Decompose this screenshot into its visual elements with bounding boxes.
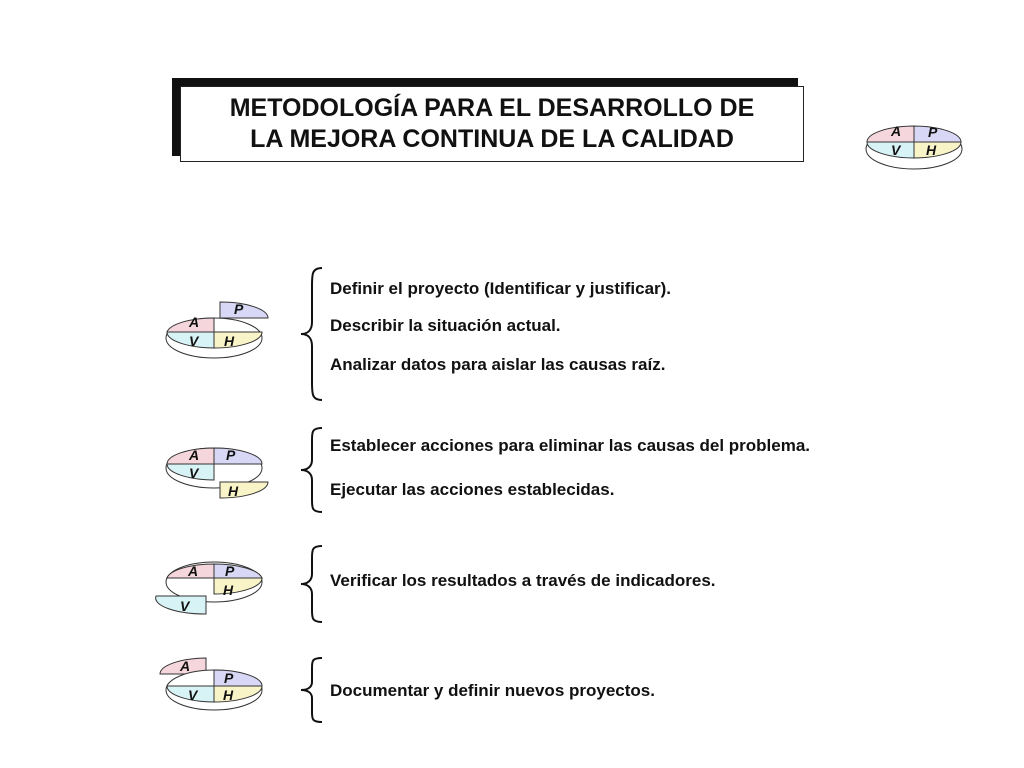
pdca-a-label: A — [891, 123, 902, 139]
title-line-2: LA MEJORA CONTINUA DE LA CALIDAD — [250, 125, 734, 153]
title-line-1: METODOLOGÍA PARA EL DESARROLLO DE — [229, 94, 755, 122]
pdca-v-label: V — [180, 598, 190, 614]
pdca-do-icon — [158, 440, 274, 516]
pdca-p-quadrant-raised — [220, 302, 268, 318]
pdca-a-label: A — [188, 563, 199, 579]
step-describe-situation: Describir la situación actual. — [330, 316, 561, 335]
pdca-p-label: P — [225, 563, 235, 579]
step-document-projects: Documentar y definir nuevos proyectos. — [330, 681, 655, 700]
pdca-a-label: A — [189, 447, 200, 463]
pdca-p-label: P — [928, 124, 938, 140]
step-establish-actions: Establecer acciones para eliminar las causas del problema. — [330, 436, 811, 455]
pdca-v-label: V — [188, 687, 198, 703]
pdca-p-label: P — [224, 670, 234, 686]
brace-icon — [298, 656, 328, 724]
step-analyze-data: Analizar datos para aislar las causas raíz. — [330, 355, 666, 374]
pdca-h-label: H — [224, 333, 235, 349]
pdca-a-label: A — [189, 314, 200, 330]
step-verify-results: Verificar los resultados a través de indicadores. — [330, 571, 716, 590]
pdca-cycle-icon — [862, 116, 968, 176]
pdca-v-label: V — [189, 465, 199, 481]
pdca-p-quadrant — [214, 670, 262, 686]
pdca-h-label: H — [223, 582, 234, 598]
pdca-h-label: H — [228, 483, 239, 499]
brace-icon — [298, 544, 328, 624]
page-title — [180, 86, 804, 162]
brace-icon — [298, 426, 328, 514]
pdca-v-label: V — [891, 142, 901, 158]
pdca-p-quadrant — [214, 564, 262, 578]
pdca-v-label: V — [189, 333, 199, 349]
pdca-check-icon — [150, 556, 274, 636]
pdca-p-label: P — [234, 301, 244, 317]
pdca-plan-icon — [158, 298, 274, 368]
pdca-h-label: H — [926, 142, 937, 158]
pdca-a-label: A — [180, 658, 191, 674]
brace-icon — [298, 266, 328, 402]
pdca-act-icon — [150, 652, 274, 716]
pdca-p-label: P — [226, 447, 236, 463]
pdca-p-quadrant — [914, 126, 961, 142]
pdca-h-label: H — [223, 687, 234, 703]
pdca-p-quadrant — [214, 448, 262, 464]
step-execute-actions: Ejecutar las acciones establecidas. — [330, 480, 615, 499]
step-define-project: Definir el proyecto (Identificar y justificar). — [330, 279, 672, 298]
